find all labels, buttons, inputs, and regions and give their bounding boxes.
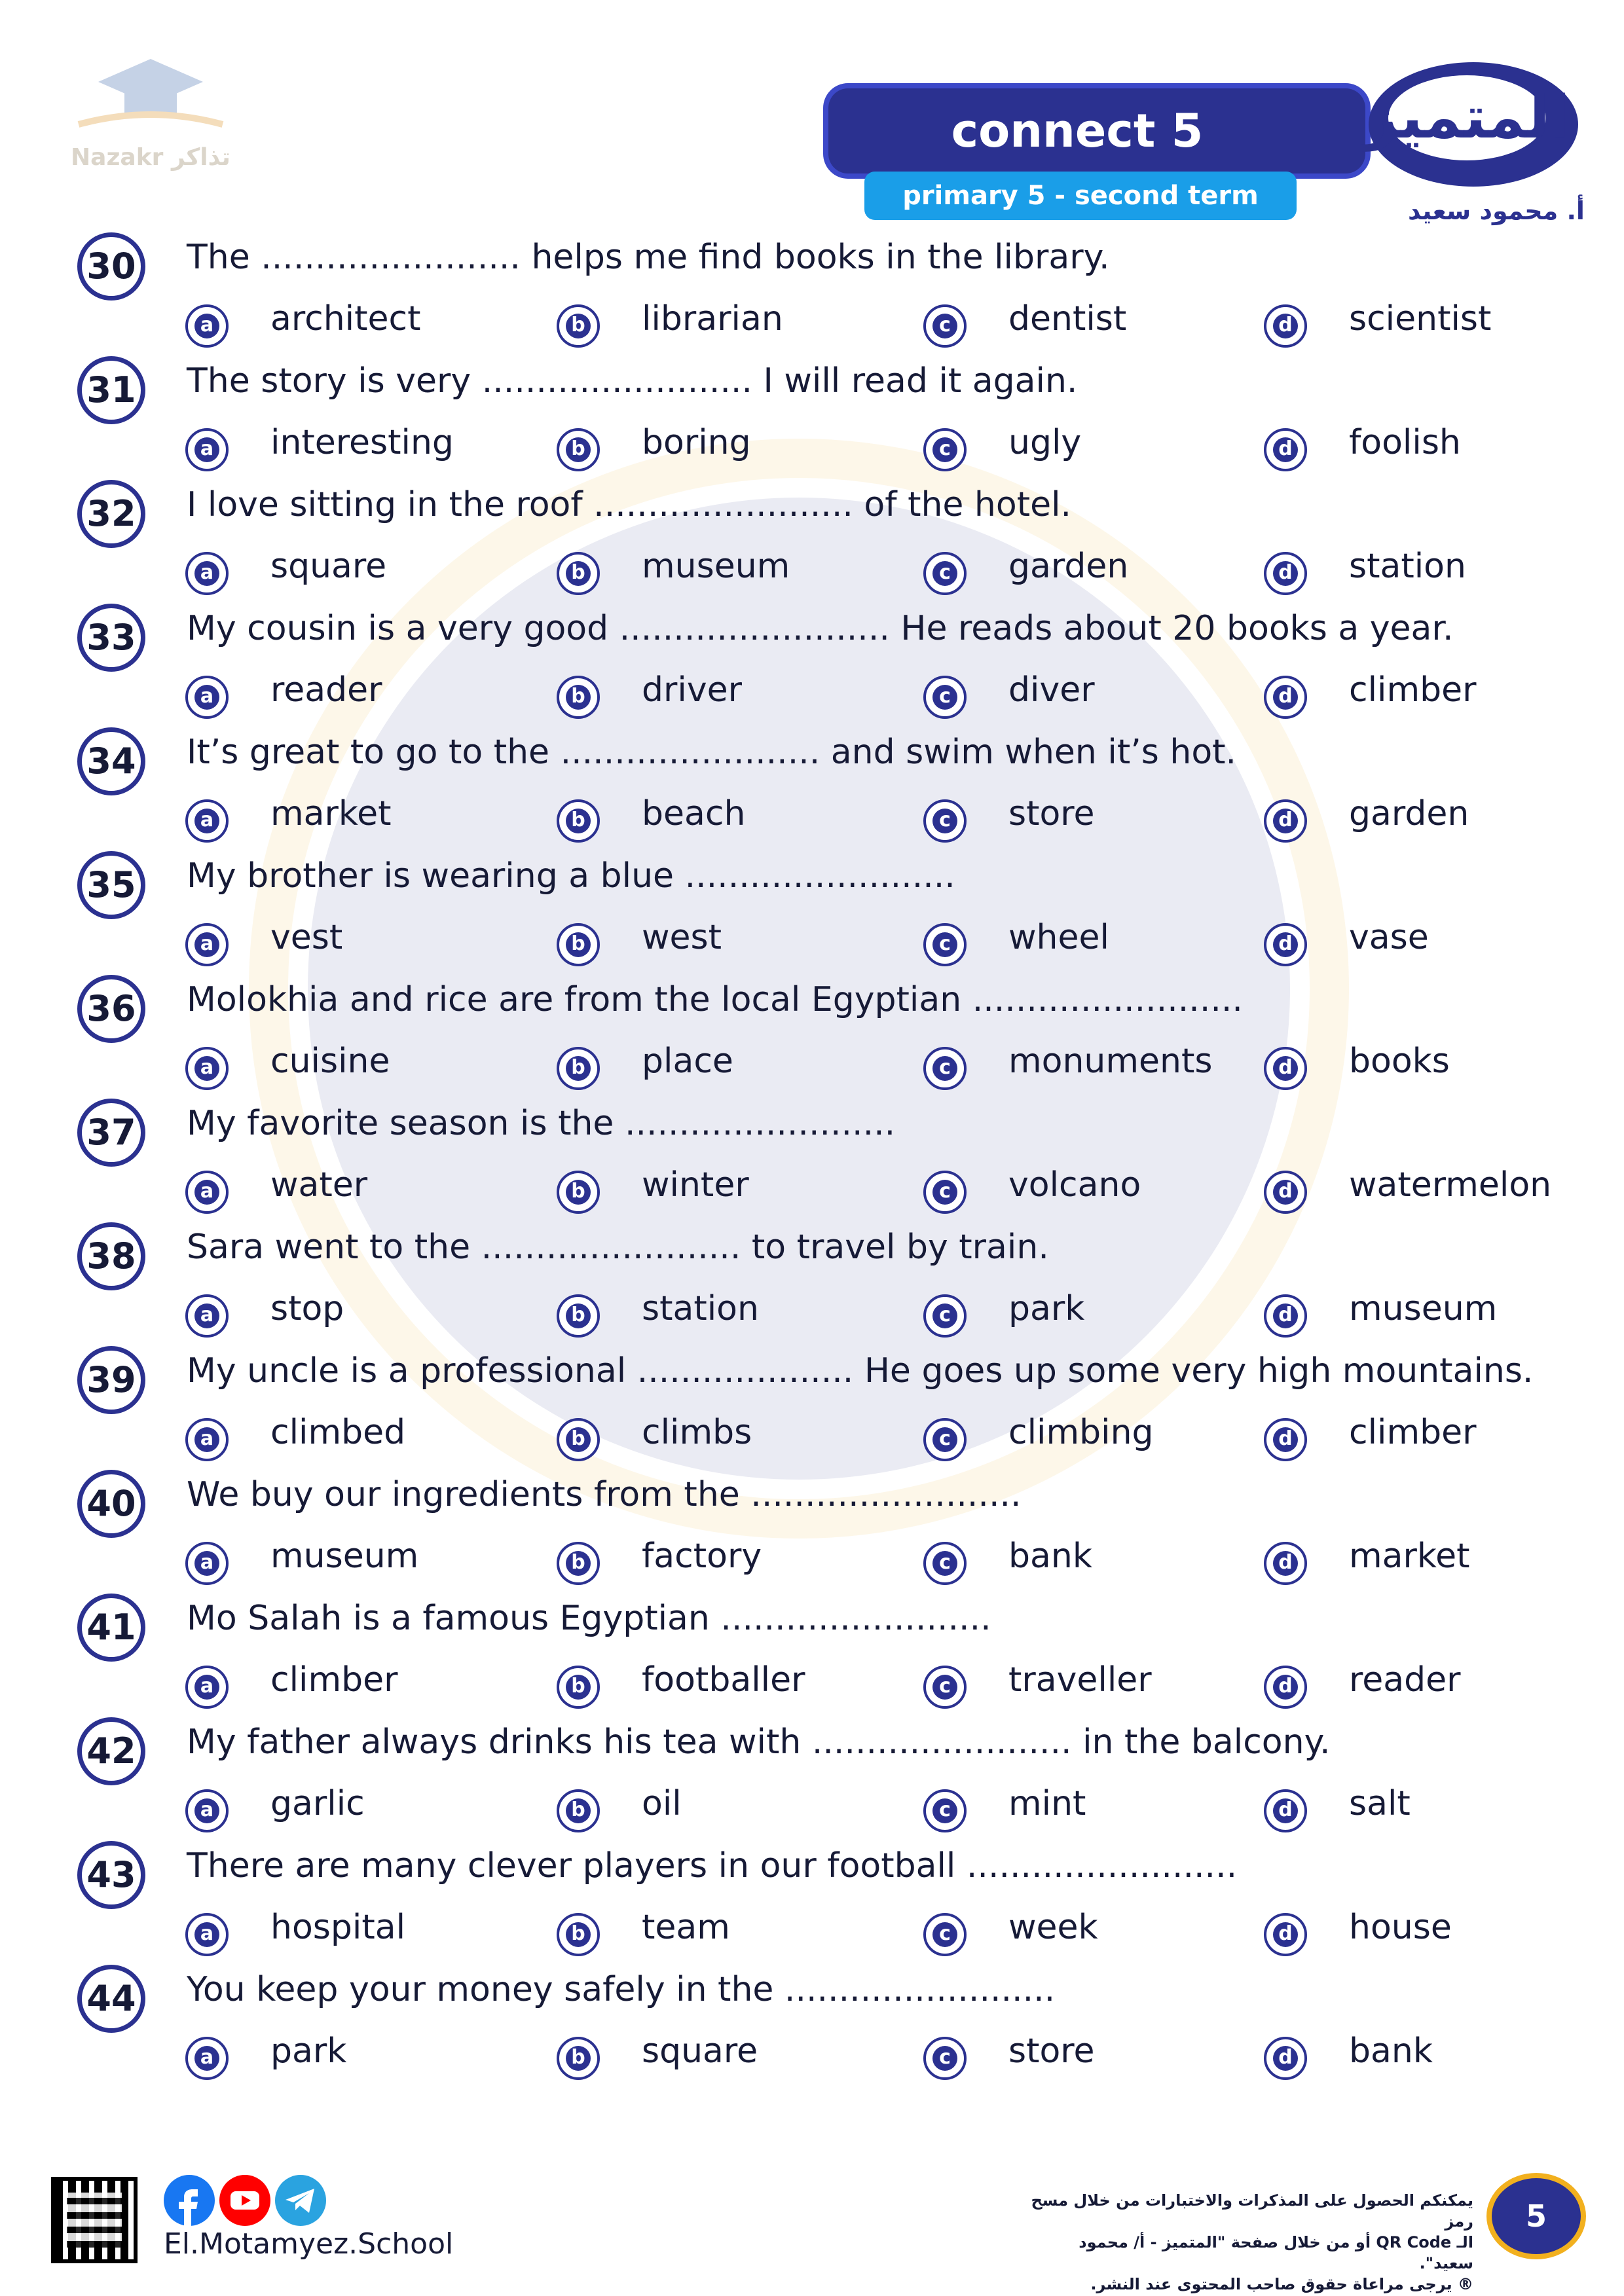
option-letter-badge: [1264, 1047, 1307, 1090]
option-letter-badge: [185, 428, 229, 471]
option-letter-badge: [557, 1418, 600, 1461]
option-letter: d: [1273, 1798, 1298, 1823]
brand-emblem-icon: [1316, 39, 1591, 196]
option-text: boring: [642, 423, 751, 462]
website-label: El.Motamyez.School: [164, 2227, 454, 2261]
option-text: climber: [1349, 670, 1477, 710]
option-text: team: [642, 1908, 730, 1947]
question-number-badge: 31: [77, 356, 145, 424]
option-letter: c: [932, 2046, 957, 2071]
question-item: [0, 356, 1624, 480]
option-letter-badge: [923, 428, 967, 471]
question-item: [0, 604, 1624, 727]
question-item: [0, 851, 1624, 975]
option-letter-badge: [923, 1789, 967, 1832]
option-letter-badge: [923, 1418, 967, 1461]
question-text: There are many clever players in our football .........................: [187, 1846, 1238, 1886]
option-text: climbing: [1008, 1413, 1154, 1452]
option-letter-badge: [557, 1542, 600, 1585]
option-text: bank: [1008, 1537, 1092, 1576]
option-letter-badge: [185, 2037, 229, 2080]
question-item: [0, 1099, 1624, 1222]
option-text: market: [270, 794, 392, 833]
option-letter: a: [194, 561, 219, 586]
option-letter: b: [566, 685, 591, 710]
option-letter-badge: [1264, 1294, 1307, 1338]
option-letter: b: [566, 1180, 591, 1205]
option-letter: a: [194, 685, 219, 710]
option-text: market: [1349, 1537, 1470, 1576]
option-letter: b: [566, 1056, 591, 1081]
option-letter: d: [1273, 809, 1298, 833]
question-text: My cousin is a very good ......................... He reads about 20 books a year.: [187, 609, 1454, 648]
option-letter-badge: [185, 1294, 229, 1338]
question-number-badge: 41: [77, 1594, 145, 1662]
option-letter-badge: [185, 676, 229, 719]
question-item: [0, 1346, 1624, 1470]
option-letter: a: [194, 809, 219, 833]
option-text: square: [642, 2032, 758, 2071]
page-number: 5: [1492, 2178, 1581, 2254]
option-letter: d: [1273, 1427, 1298, 1452]
option-letter-badge: [557, 1789, 600, 1832]
option-letter-badge: [923, 923, 967, 966]
option-letter: c: [932, 1922, 957, 1947]
option-letter: c: [932, 437, 957, 462]
question-text: I love sitting in the roof ........................ of the hotel.: [187, 485, 1072, 524]
option-letter-badge: [923, 1666, 967, 1709]
option-letter: b: [566, 809, 591, 833]
question-number-badge: 39: [77, 1346, 145, 1414]
option-text: vase: [1349, 918, 1429, 957]
option-text: hospital: [270, 1908, 406, 1947]
option-text: water: [270, 1165, 368, 1205]
option-letter: b: [566, 437, 591, 462]
option-letter: c: [932, 1551, 957, 1576]
option-letter-badge: [1264, 676, 1307, 719]
option-letter: a: [194, 437, 219, 462]
option-letter: d: [1273, 437, 1298, 462]
option-text: climbs: [642, 1413, 752, 1452]
option-text: dentist: [1008, 299, 1127, 338]
option-letter: d: [1273, 932, 1298, 957]
option-letter: c: [932, 809, 957, 833]
option-text: ugly: [1008, 423, 1082, 462]
option-letter-badge: [185, 799, 229, 843]
option-text: driver: [642, 670, 742, 710]
option-letter: c: [932, 314, 957, 338]
option-letter: a: [194, 1427, 219, 1452]
option-letter: c: [932, 1180, 957, 1205]
option-text: square: [270, 547, 387, 586]
option-text: footballer: [642, 1660, 805, 1700]
option-letter: c: [932, 1798, 957, 1823]
option-letter: d: [1273, 1922, 1298, 1947]
option-letter: a: [194, 1551, 219, 1576]
option-letter: a: [194, 314, 219, 338]
question-text: The ........................ helps me find books in the library.: [187, 238, 1110, 277]
question-number-badge: 44: [77, 1965, 145, 2033]
option-letter: d: [1273, 685, 1298, 710]
option-text: park: [1008, 1289, 1085, 1328]
option-letter-badge: [557, 1047, 600, 1090]
option-letter-badge: [923, 1171, 967, 1214]
brand-name: المتميز: [1363, 83, 1570, 152]
question-text: My uncle is a professional .................... He goes up some very high mountains.: [187, 1351, 1534, 1391]
question-item: [0, 1222, 1624, 1346]
option-letter-badge: [185, 1171, 229, 1214]
option-letter-badge: [185, 1418, 229, 1461]
option-letter-badge: [557, 1913, 600, 1956]
question-text: We buy our ingredients from the .........................: [187, 1475, 1022, 1514]
option-text: garlic: [270, 1784, 365, 1823]
question-item: [0, 1470, 1624, 1594]
option-text: books: [1349, 1042, 1450, 1081]
option-letter: c: [932, 1675, 957, 1700]
option-letter-badge: [1264, 923, 1307, 966]
option-text: traveller: [1008, 1660, 1152, 1700]
option-letter-badge: [185, 923, 229, 966]
option-text: librarian: [642, 299, 783, 338]
author-name: أ. محمود سعيد: [1408, 196, 1585, 225]
option-text: place: [642, 1042, 733, 1081]
option-letter: b: [566, 561, 591, 586]
option-text: house: [1349, 1908, 1452, 1947]
option-letter-badge: [185, 1666, 229, 1709]
option-text: museum: [642, 547, 790, 586]
question-text: Molokhia and rice are from the local Egyptian .........................: [187, 980, 1243, 1019]
option-letter-badge: [923, 1913, 967, 1956]
youtube-icon[interactable]: [219, 2175, 270, 2226]
option-letter-badge: [557, 923, 600, 966]
question-text: Sara went to the ........................ to travel by train.: [187, 1228, 1049, 1267]
option-letter: c: [932, 685, 957, 710]
option-letter-badge: [185, 1047, 229, 1090]
option-letter: d: [1273, 1303, 1298, 1328]
option-text: beach: [642, 794, 746, 833]
footer-note: [1022, 2190, 1473, 2295]
option-text: museum: [270, 1537, 419, 1576]
option-text: factory: [642, 1537, 762, 1576]
option-text: foolish: [1349, 423, 1461, 462]
question-number-badge: 37: [77, 1099, 145, 1167]
option-letter-badge: [1264, 1171, 1307, 1214]
option-letter: a: [194, 1180, 219, 1205]
option-letter-badge: [1264, 2037, 1307, 2080]
option-text: week: [1008, 1908, 1098, 1947]
option-letter: a: [194, 1056, 219, 1081]
option-letter-badge: [185, 1542, 229, 1585]
option-letter-badge: [557, 799, 600, 843]
question-number-badge: 30: [77, 232, 145, 301]
option-text: museum: [1349, 1289, 1498, 1328]
question-item: [0, 727, 1624, 851]
question-number-badge: 33: [77, 604, 145, 672]
telegram-icon[interactable]: [275, 2175, 326, 2226]
option-text: diver: [1008, 670, 1095, 710]
question-item: [0, 1965, 1624, 2088]
option-letter-badge: [557, 304, 600, 348]
question-number-badge: 38: [77, 1222, 145, 1290]
option-letter: c: [932, 1303, 957, 1328]
option-text: stop: [270, 1289, 344, 1328]
question-text: The story is very ......................... I will read it again.: [187, 361, 1078, 401]
option-letter: c: [932, 932, 957, 957]
question-number-badge: 43: [77, 1841, 145, 1909]
graduation-cap-icon: [52, 46, 249, 144]
facebook-icon[interactable]: [164, 2175, 215, 2226]
option-letter: d: [1273, 561, 1298, 586]
option-letter-badge: [923, 676, 967, 719]
option-letter: b: [566, 314, 591, 338]
option-letter: b: [566, 1427, 591, 1452]
option-text: store: [1008, 2032, 1095, 2071]
question-item: [0, 1717, 1624, 1841]
option-text: garden: [1349, 794, 1469, 833]
option-letter: b: [566, 1551, 591, 1576]
option-text: scientist: [1349, 299, 1492, 338]
option-letter-badge: [185, 304, 229, 348]
option-letter-badge: [923, 2037, 967, 2080]
page-title: connect 5: [951, 104, 1204, 158]
option-letter-badge: [1264, 1666, 1307, 1709]
option-text: wheel: [1008, 918, 1109, 957]
option-text: mint: [1008, 1784, 1086, 1823]
option-letter-badge: [923, 799, 967, 843]
option-letter: d: [1273, 2046, 1298, 2071]
option-letter-badge: [1264, 1913, 1307, 1956]
option-text: garden: [1008, 547, 1129, 586]
option-letter: d: [1273, 1180, 1298, 1205]
question-text: You keep your money safely in the .........................: [187, 1970, 1056, 2009]
title-banner: [828, 88, 1365, 173]
nazakr-logo-text: Nazakr تذاكر: [71, 144, 231, 171]
page-subtitle: primary 5 - second term: [902, 181, 1259, 211]
option-text: store: [1008, 794, 1095, 833]
question-number-badge: 35: [77, 851, 145, 919]
nazakr-logo: [52, 46, 249, 196]
option-letter: d: [1273, 314, 1298, 338]
option-letter-badge: [923, 304, 967, 348]
option-text: watermelon: [1349, 1165, 1552, 1205]
option-letter: d: [1273, 1675, 1298, 1700]
option-letter: b: [566, 1675, 591, 1700]
option-letter-badge: [1264, 1418, 1307, 1461]
option-text: vest: [270, 918, 343, 957]
option-letter: a: [194, 932, 219, 957]
option-letter: c: [932, 1427, 957, 1452]
option-letter-badge: [923, 1542, 967, 1585]
option-letter: c: [932, 1056, 957, 1081]
option-text: station: [642, 1289, 759, 1328]
option-text: station: [1349, 547, 1466, 586]
option-text: bank: [1349, 2032, 1433, 2071]
footer-note-line-2: الـ QR Code أو من خلال صفحة "المتميز - أ/ محمود سعيد".: [1079, 2233, 1473, 2272]
option-letter-badge: [185, 1913, 229, 1956]
option-text: climbed: [270, 1413, 406, 1452]
question-text: It’s great to go to the ........................ and swim when it’s hot.: [187, 733, 1237, 772]
option-letter-badge: [1264, 1789, 1307, 1832]
option-letter-badge: [1264, 1542, 1307, 1585]
option-letter-badge: [1264, 304, 1307, 348]
option-letter: a: [194, 1675, 219, 1700]
option-text: volcano: [1008, 1165, 1141, 1205]
option-letter: c: [932, 561, 957, 586]
option-letter: a: [194, 2046, 219, 2071]
option-letter: b: [566, 1922, 591, 1947]
question-number-badge: 36: [77, 975, 145, 1043]
option-letter-badge: [557, 1666, 600, 1709]
question-number-badge: 40: [77, 1470, 145, 1538]
option-letter-badge: [557, 428, 600, 471]
option-text: architect: [270, 299, 421, 338]
question-item: [0, 1841, 1624, 1965]
option-text: park: [270, 2032, 347, 2071]
option-letter: a: [194, 1303, 219, 1328]
question-text: My father always drinks his tea with ........................ in the balcony.: [187, 1722, 1331, 1762]
question-number-badge: 32: [77, 480, 145, 548]
option-letter: a: [194, 1922, 219, 1947]
option-letter: d: [1273, 1056, 1298, 1081]
option-text: salt: [1349, 1784, 1411, 1823]
option-text: reader: [1349, 1660, 1461, 1700]
footer-note-line-3: ® يرجى مراعاة حقوق صاحب المحتوى عند النشر.: [1090, 2275, 1473, 2293]
option-letter-badge: [1264, 552, 1307, 595]
option-letter-badge: [557, 676, 600, 719]
question-item: [0, 480, 1624, 604]
option-letter-badge: [185, 552, 229, 595]
option-text: winter: [642, 1165, 749, 1205]
option-text: west: [642, 918, 722, 957]
option-letter-badge: [185, 1789, 229, 1832]
option-letter-badge: [1264, 428, 1307, 471]
option-letter-badge: [557, 2037, 600, 2080]
question-item: [0, 1594, 1624, 1717]
option-letter-badge: [1264, 799, 1307, 843]
option-letter: b: [566, 932, 591, 957]
option-letter: b: [566, 1798, 591, 1823]
subtitle-banner: [864, 172, 1297, 220]
question-text: Mo Salah is a famous Egyptian .........................: [187, 1599, 991, 1638]
option-letter-badge: [923, 552, 967, 595]
option-letter-badge: [923, 1047, 967, 1090]
option-letter: b: [566, 2046, 591, 2071]
option-text: climber: [1349, 1413, 1477, 1452]
option-letter-badge: [557, 552, 600, 595]
option-text: oil: [642, 1784, 682, 1823]
option-text: climber: [270, 1660, 398, 1700]
option-letter-badge: [557, 1294, 600, 1338]
question-text: My brother is wearing a blue .........................: [187, 856, 955, 896]
qr-code[interactable]: [51, 2177, 138, 2263]
option-letter: a: [194, 1798, 219, 1823]
option-text: reader: [270, 670, 382, 710]
question-text: My favorite season is the .........................: [187, 1104, 896, 1143]
option-text: cuisine: [270, 1042, 390, 1081]
question-number-badge: 42: [77, 1717, 145, 1785]
question-item: [0, 232, 1624, 356]
question-number-badge: 34: [77, 727, 145, 795]
option-letter-badge: [557, 1171, 600, 1214]
option-text: interesting: [270, 423, 454, 462]
option-letter-badge: [923, 1294, 967, 1338]
footer-note-line-1: يمكنكم الحصول على المذكرات والاختبارات من خلال مسح رمز: [1031, 2191, 1473, 2231]
option-text: monuments: [1008, 1042, 1213, 1081]
option-letter: b: [566, 1303, 591, 1328]
option-letter: d: [1273, 1551, 1298, 1576]
question-item: [0, 975, 1624, 1099]
